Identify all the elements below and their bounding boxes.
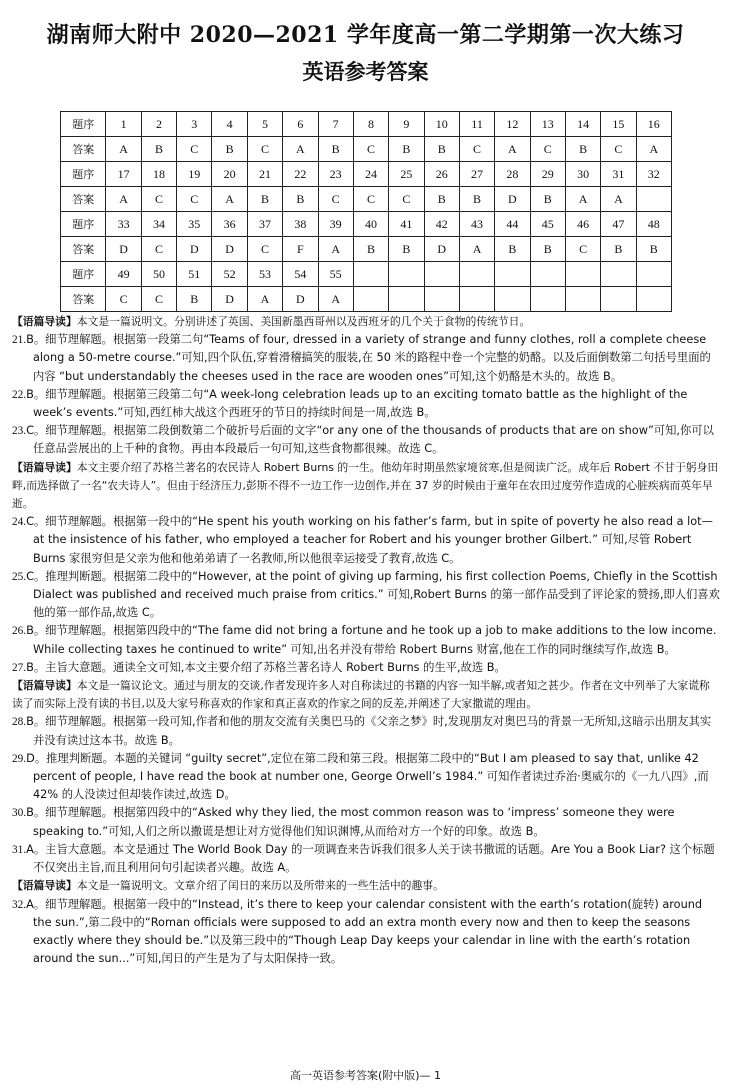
answer-cell: B	[141, 137, 176, 162]
answer-cell: C	[141, 287, 176, 312]
passage-guide-label: 【语篇导读】	[12, 679, 77, 693]
question-number: 32.	[12, 898, 27, 911]
question-number-cell: 27	[459, 162, 494, 187]
answer-cell: C	[177, 187, 212, 212]
answer-cell: C	[141, 187, 176, 212]
question-number-cell: 5	[247, 112, 282, 137]
answer-cell: D	[424, 237, 459, 262]
answer-cell: A	[212, 187, 247, 212]
question-number-cell: 50	[141, 262, 176, 287]
answer-explanation	[12, 841, 720, 877]
question-number-cell: 41	[389, 212, 424, 237]
question-number-cell: 26	[424, 162, 459, 187]
question-number-cell	[424, 262, 459, 287]
answer-cell: A	[247, 287, 282, 312]
explanation-text: B。细节理解题。根据第一段可知,作者和他的朋友交流有关奥巴马的《父亲之梦》时,发现朋友对奥巴马的背景一无所知,这暗示出朋友其实并没有读过这本书。故选 B。	[26, 715, 712, 747]
document-subtitle: 英语参考答案	[302, 59, 429, 84]
question-number-cell: 37	[247, 212, 282, 237]
passage-guide	[12, 313, 720, 331]
question-number-cell: 23	[318, 162, 353, 187]
question-number-cell: 8	[353, 112, 388, 137]
answer-cell: B	[495, 237, 530, 262]
question-number-cell: 40	[353, 212, 388, 237]
answer-cell: B	[530, 237, 565, 262]
answer-explanation	[12, 750, 720, 805]
answer-cell: C	[459, 137, 494, 162]
answer-cell: B	[247, 187, 282, 212]
question-number-cell	[495, 262, 530, 287]
question-number-cell: 22	[283, 162, 318, 187]
question-number-cell: 34	[141, 212, 176, 237]
question-number-cell: 45	[530, 212, 565, 237]
passage-guide-text: 本文是一篇说明文。文章介绍了闰日的来历以及所带来的一些生活中的趣事。	[76, 879, 444, 893]
answer-cell: C	[565, 237, 600, 262]
question-number-cell: 42	[424, 212, 459, 237]
row-header-cell: 答案	[61, 137, 106, 162]
question-number-row	[61, 262, 672, 287]
answer-cell: A	[106, 137, 141, 162]
question-number-cell: 7	[318, 112, 353, 137]
row-header-cell: 题序	[61, 212, 106, 237]
answer-cell: B	[601, 237, 636, 262]
answer-cell: F	[283, 237, 318, 262]
question-number-cell: 2	[141, 112, 176, 137]
question-number: 27.	[12, 661, 27, 674]
question-number-cell: 25	[389, 162, 424, 187]
question-number-row	[61, 162, 672, 187]
question-number-cell: 51	[177, 262, 212, 287]
question-number: 29.	[12, 752, 27, 765]
answer-cell: C	[177, 137, 212, 162]
question-number-cell: 46	[565, 212, 600, 237]
answer-cell: B	[459, 187, 494, 212]
answer-cell: B	[565, 137, 600, 162]
answer-cell: D	[106, 237, 141, 262]
question-number-cell: 20	[212, 162, 247, 187]
question-number: 25.	[12, 570, 27, 583]
question-number: 30.	[12, 807, 27, 820]
question-number-cell	[565, 262, 600, 287]
question-number-cell: 32	[636, 162, 671, 187]
question-number-cell: 39	[318, 212, 353, 237]
answer-cell: B	[283, 187, 318, 212]
answer-cell: A	[318, 237, 353, 262]
answer-cell: D	[177, 237, 212, 262]
explanation-text: D。推理判断题。本题的关键词 “guilty secret”,定位在第二段和第三段。根据第二段中的“But I am pleased to say that, unlike 42 percent of people, I have read the book at number one, George Orwell’s 1984.” 可知作者读过乔治·奥威尔的《一九八四》,而 42% 的人没读过但却装作读过,故选 D。	[26, 751, 709, 802]
page-footer: 高一英语参考答案(附中版)— 1	[289, 1069, 442, 1082]
question-number-cell	[389, 262, 424, 287]
passage-guide-label: 【语篇导读】	[12, 460, 77, 474]
explanation-text: C。细节理解题。根据第二段倒数第二个破折号后面的文字“or any one of the thousands of products that are on show”可知,你可以任意品尝展出的上千种的食物。再由本段最后一句可知,这些食物都很辣。故选 C。	[26, 424, 714, 456]
question-number: 28.	[12, 716, 27, 729]
question-number-cell: 48	[636, 212, 671, 237]
answer-cell	[424, 287, 459, 312]
answer-cell: A	[318, 287, 353, 312]
question-number-cell: 21	[247, 162, 282, 187]
question-number: 23.	[12, 425, 27, 438]
answer-cell: C	[353, 187, 388, 212]
answer-cell	[565, 287, 600, 312]
row-header-cell: 答案	[61, 237, 106, 262]
explanation-text: A。主旨大意题。本文是通过 The World Book Day 的一项调查来告诉我们很多人关于读书撒谎的话题。Are You a Book Liar? 这个标题不仅突出主旨,而且利用问句引起读者兴趣。故选 A。	[26, 842, 715, 875]
passage-guide	[12, 877, 720, 895]
question-number-cell: 28	[495, 162, 530, 187]
answer-cell	[601, 287, 636, 312]
question-number-cell: 4	[212, 112, 247, 137]
answer-cell: D	[495, 187, 530, 212]
question-number-row	[61, 212, 672, 237]
answer-cell: B	[353, 237, 388, 262]
question-number: 22.	[12, 388, 27, 401]
answer-cell	[530, 287, 565, 312]
answer-explanation	[12, 422, 720, 458]
question-number-cell: 29	[530, 162, 565, 187]
question-number-cell	[530, 262, 565, 287]
row-header-cell: 答案	[61, 287, 106, 312]
answer-cell: B	[389, 237, 424, 262]
explanation-text: B。细节理解题。根据第三段第二句“A week-long celebration leads up to an exciting tomato battle as the highlight of the week’s events.”可知,西红柿大战这个西班牙的节日的持续时间是一周,故选 B。	[26, 387, 688, 420]
answer-explanation	[12, 386, 720, 422]
document-title: 湖南师大附中 2020—2021 学年度高一第二学期第一次大练习	[46, 22, 685, 48]
answer-explanation	[12, 896, 720, 969]
answer-cell: D	[283, 287, 318, 312]
answer-explanation	[12, 713, 720, 749]
answer-cell: A	[636, 137, 671, 162]
passage-guide	[12, 459, 720, 514]
answer-row	[61, 137, 672, 162]
question-number: 31.	[12, 843, 27, 856]
answer-explanation	[12, 622, 720, 658]
passage-guide-text: 本文是一篇说明文。分别讲述了英国、美国新墨西哥州以及西班牙的几个关于食物的传统节日。	[76, 315, 531, 328]
question-number-cell: 13	[530, 112, 565, 137]
answer-cell: C	[318, 187, 353, 212]
question-number-cell: 16	[636, 112, 671, 137]
answer-explanation	[12, 331, 720, 386]
answer-cell	[389, 287, 424, 312]
answer-cell: C	[247, 137, 282, 162]
question-number-cell: 18	[141, 162, 176, 187]
answer-cell: B	[424, 187, 459, 212]
answer-cell: B	[636, 237, 671, 262]
question-number: 21.	[12, 334, 27, 347]
answer-cell: A	[283, 137, 318, 162]
answer-cell: C	[389, 187, 424, 212]
question-number-cell	[353, 262, 388, 287]
answer-explanation	[12, 568, 720, 623]
question-number-cell: 9	[389, 112, 424, 137]
passage-guide-label: 【语篇导读】	[12, 879, 77, 893]
answer-cell: C	[141, 237, 176, 262]
answer-cell: A	[601, 187, 636, 212]
question-number-cell: 44	[495, 212, 530, 237]
question-number-cell: 10	[424, 112, 459, 137]
row-header-cell: 题序	[61, 262, 106, 287]
question-number-cell: 49	[106, 262, 141, 287]
answer-row	[61, 187, 672, 212]
question-number-cell: 17	[106, 162, 141, 187]
question-number-cell: 33	[106, 212, 141, 237]
question-number: 24.	[12, 516, 27, 529]
row-header-cell: 题序	[61, 162, 106, 187]
row-header-cell: 答案	[61, 187, 106, 212]
question-number-cell: 38	[283, 212, 318, 237]
passage-guide-text: 本文主要介绍了苏格兰著名的农民诗人 Robert Burns 的一生。他幼年时期虽然家境贫寒,但是阅读广泛。成年后 Robert 不甘于躬身田畔,而选择做了一名“农夫诗人”。但由于经济压力,彭斯不得不一边工作一边创作,并在 37 岁的时候由于童年在农田过度劳作造成的心脏疾病而英年早逝。	[12, 460, 719, 511]
question-number-cell: 55	[318, 262, 353, 287]
answer-cell: B	[530, 187, 565, 212]
explanation-text: B。细节理解题。根据第一段第二句“Teams of four, dressed in a variety of strange and funny clothes, roll a complete cheese along a 50-metre course.”可知,四个队伍,穿着滑稽搞笑的服装,在 50 米的路程中卷一个完整的奶酪。以及后面倒数第二句括号里面的内容 “but understandably the cheeses used in the race are wooden ones”可知,这个奶酪是木头的。故选 B。	[26, 333, 711, 383]
question-number-cell: 54	[283, 262, 318, 287]
question-number-cell	[459, 262, 494, 287]
answer-cell: A	[565, 187, 600, 212]
answer-cell: C	[530, 137, 565, 162]
question-number-cell: 43	[459, 212, 494, 237]
answer-explanation	[12, 804, 720, 840]
explanation-text: A。细节理解题。根据第一段中的“Instead, it’s there to keep your calendar consistent with the earth’s rotation(旋转) around the sun.”,第二段中的“Roman officials were supposed to add an extra month every now and then to keep the seasons exactly where they should be.”以及第三段中的“Though Leap Day keeps your calendar in line with the earth’s rotation around the sun...”可知,闰日的产生是为了与太阳保持一致。	[26, 897, 703, 966]
row-header-cell: 题序	[61, 112, 106, 137]
passage-guide-text: 本文是一篇议论文。通过与朋友的交谈,作者发现许多人对自称读过的书籍的内容一知半解,或者知之甚少。作者在文中列举了大家谎称读了而实际上没有读的书目,以及大家号称喜欢的作家和真正喜欢的作家之间的反差,并阐述了大家撒谎的理由。	[12, 679, 710, 711]
answer-cell: B	[318, 137, 353, 162]
answer-cell: D	[212, 237, 247, 262]
answer-cell: D	[212, 287, 247, 312]
question-number-cell: 1	[106, 112, 141, 137]
answer-row	[61, 237, 672, 262]
answer-cell: C	[247, 237, 282, 262]
question-number-cell: 31	[601, 162, 636, 187]
question-number-cell: 30	[565, 162, 600, 187]
answer-table	[60, 111, 672, 312]
question-number-cell: 24	[353, 162, 388, 187]
question-number-cell: 53	[247, 262, 282, 287]
question-number-cell: 14	[565, 112, 600, 137]
explanations	[12, 313, 720, 968]
question-number-cell: 19	[177, 162, 212, 187]
answer-cell: A	[459, 237, 494, 262]
question-number-cell	[601, 262, 636, 287]
question-number-cell: 12	[495, 112, 530, 137]
answer-cell	[459, 287, 494, 312]
question-number-cell: 15	[601, 112, 636, 137]
question-number-cell	[636, 262, 671, 287]
explanation-text: B。细节理解题。根据第四段中的“Asked why they lied, the most common reason was to ‘impress’ someone they were speaking to.”可知,人们之所以撒谎是想让对方觉得他们知识渊博,从而给对方一个好的印象。故选 B。	[26, 806, 675, 838]
answer-row	[61, 287, 672, 312]
answer-cell: B	[389, 137, 424, 162]
answer-cell: B	[177, 287, 212, 312]
answer-cell	[495, 287, 530, 312]
question-number-row	[61, 112, 672, 137]
answer-cell: B	[212, 137, 247, 162]
question-number-cell: 35	[177, 212, 212, 237]
question-number-cell: 47	[601, 212, 636, 237]
explanation-text: C。细节理解题。根据第一段中的“He spent his youth working on his father’s farm, but in spite of poverty he also read a lot—at the insistence of his father, who employed a teacher for Robert and his younger brother Gilbert.” 可知,尽管 Robert Burns 家很穷但是父亲为他和他弟弟请了一名教师,所以他很幸运接受了教育,故选 C。	[26, 515, 713, 565]
question-number-cell: 6	[283, 112, 318, 137]
question-number-cell: 11	[459, 112, 494, 137]
passage-guide-label: 【语篇导读】	[12, 315, 77, 328]
answer-explanation	[12, 513, 720, 568]
answer-cell	[353, 287, 388, 312]
explanation-text: C。推理判断题。根据第二段中的“However, at the point of giving up farming, his first collection Poems, Chiefly in the Scottish Dialect was published and received much praise from critics.” 可知,Robert Burns 的第一部作品受到了评论家的赞扬,即人们喜欢他的第一部作品,故选 C。	[26, 569, 720, 620]
question-number-cell: 36	[212, 212, 247, 237]
explanation-text: B。主旨大意题。通读全文可知,本文主要介绍了苏格兰著名诗人 Robert Burns 的生平,故选 B。	[26, 660, 506, 674]
answer-cell: C	[106, 287, 141, 312]
answer-cell: A	[495, 137, 530, 162]
passage-guide	[12, 677, 720, 713]
answer-cell	[636, 287, 671, 312]
answer-cell: B	[424, 137, 459, 162]
answer-cell	[636, 187, 671, 212]
question-number-cell: 52	[212, 262, 247, 287]
explanation-text: B。细节理解题。根据第四段中的“The fame did not bring a fortune and he took up a job to make additions to the low income. While collecting taxes he continued to write” 可知,出名并没有带给 Robert Burns 财富,他在工作的同时继续写作,故选 B。	[26, 624, 717, 656]
question-number: 26.	[12, 625, 27, 638]
answer-cell: C	[353, 137, 388, 162]
answer-explanation	[12, 659, 720, 677]
answer-cell: C	[601, 137, 636, 162]
question-number-cell: 3	[177, 112, 212, 137]
answer-cell: A	[106, 187, 141, 212]
